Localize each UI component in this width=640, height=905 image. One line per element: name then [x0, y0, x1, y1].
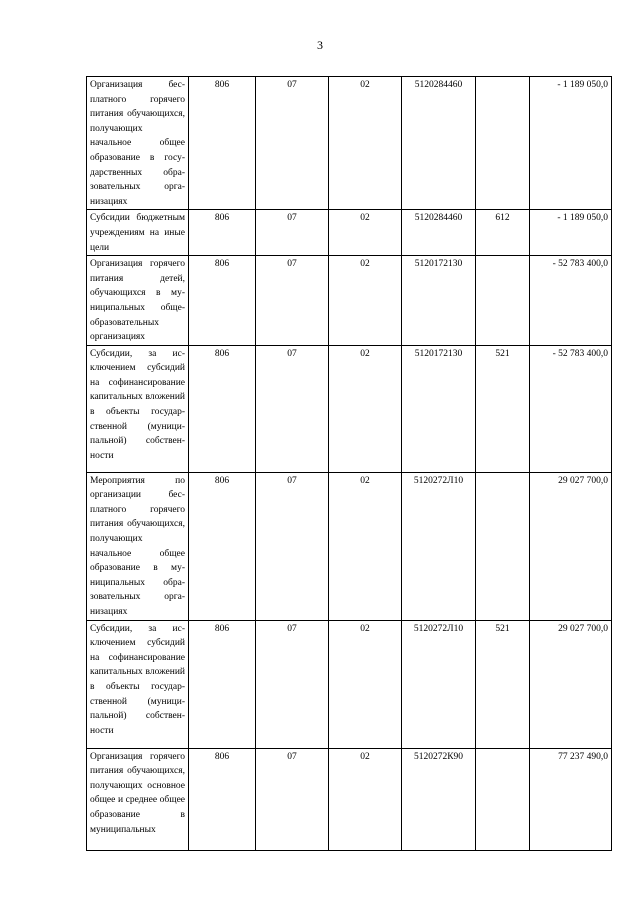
target-article-code: 5120272Л10 [402, 472, 476, 620]
target-article-code: 5120272К90 [402, 748, 476, 850]
subsection-code: 02 [329, 748, 402, 850]
expense-type-code: 521 [476, 345, 530, 472]
amount: 77 237 490,0 [530, 748, 612, 850]
expense-type-code: 612 [476, 210, 530, 256]
expense-type-code: 521 [476, 620, 530, 748]
subsection-code: 02 [329, 210, 402, 256]
target-article-code: 5120284460 [402, 77, 476, 210]
amount: - 52 783 400,0 [530, 345, 612, 472]
section-code: 07 [256, 345, 329, 472]
expense-type-code [476, 472, 530, 620]
budget-table [86, 76, 612, 851]
row-description: Мероприятия по организации бесплатного горячего питания обучающихся, получающих начальное общее образование в муниципальных образовательных организациях [87, 472, 189, 620]
section-code: 07 [256, 210, 329, 256]
grbs-code: 806 [189, 748, 256, 850]
expense-type-code [476, 748, 530, 850]
table-row [87, 256, 612, 346]
amount: - 1 189 050,0 [530, 210, 612, 256]
page-number: 3 [317, 38, 323, 52]
amount: - 1 189 050,0 [530, 77, 612, 210]
table-row [87, 620, 612, 748]
table-row [87, 77, 612, 210]
section-code: 07 [256, 472, 329, 620]
amount: 29 027 700,0 [530, 472, 612, 620]
target-article-code: 5120284460 [402, 210, 476, 256]
section-code: 07 [256, 77, 329, 210]
grbs-code: 806 [189, 620, 256, 748]
subsection-code: 02 [329, 345, 402, 472]
subsection-code: 02 [329, 472, 402, 620]
expense-type-code [476, 77, 530, 210]
row-description: Субсидии, за исключением субсидий на софинансирование капитальных вложений в объекты государственной (муниципальной) собственности [87, 345, 189, 472]
table-row [87, 748, 612, 850]
section-code: 07 [256, 256, 329, 346]
row-description: Субсидии, за исключением субсидий на софинансирование капитальных вложений в объекты государственной (муниципальной) собственности [87, 620, 189, 748]
subsection-code: 02 [329, 77, 402, 210]
row-description: Субсидии бюджетным учреждениям на иные цели [87, 210, 189, 256]
amount: 29 027 700,0 [530, 620, 612, 748]
grbs-code: 806 [189, 345, 256, 472]
row-description: Организация горячего питания обучающихся, получающих основное общее и среднее общее образование в муниципальных [87, 748, 189, 850]
subsection-code: 02 [329, 620, 402, 748]
grbs-code: 806 [189, 210, 256, 256]
table-row [87, 345, 612, 472]
section-code: 07 [256, 620, 329, 748]
grbs-code: 806 [189, 77, 256, 210]
section-code: 07 [256, 748, 329, 850]
target-article-code: 5120172130 [402, 345, 476, 472]
target-article-code: 5120172130 [402, 256, 476, 346]
table-row [87, 472, 612, 620]
target-article-code: 5120272Л10 [402, 620, 476, 748]
grbs-code: 806 [189, 472, 256, 620]
amount: - 52 783 400,0 [530, 256, 612, 346]
table-row [87, 210, 612, 256]
row-description: Организация горячего питания детей, обучающихся в муниципальных общеобразовательных организациях [87, 256, 189, 346]
expense-type-code [476, 256, 530, 346]
grbs-code: 806 [189, 256, 256, 346]
subsection-code: 02 [329, 256, 402, 346]
row-description: Организация бесплатного горячего питания обучающихся, получающих начальное общее образование в государственных образовательных организациях [87, 77, 189, 210]
